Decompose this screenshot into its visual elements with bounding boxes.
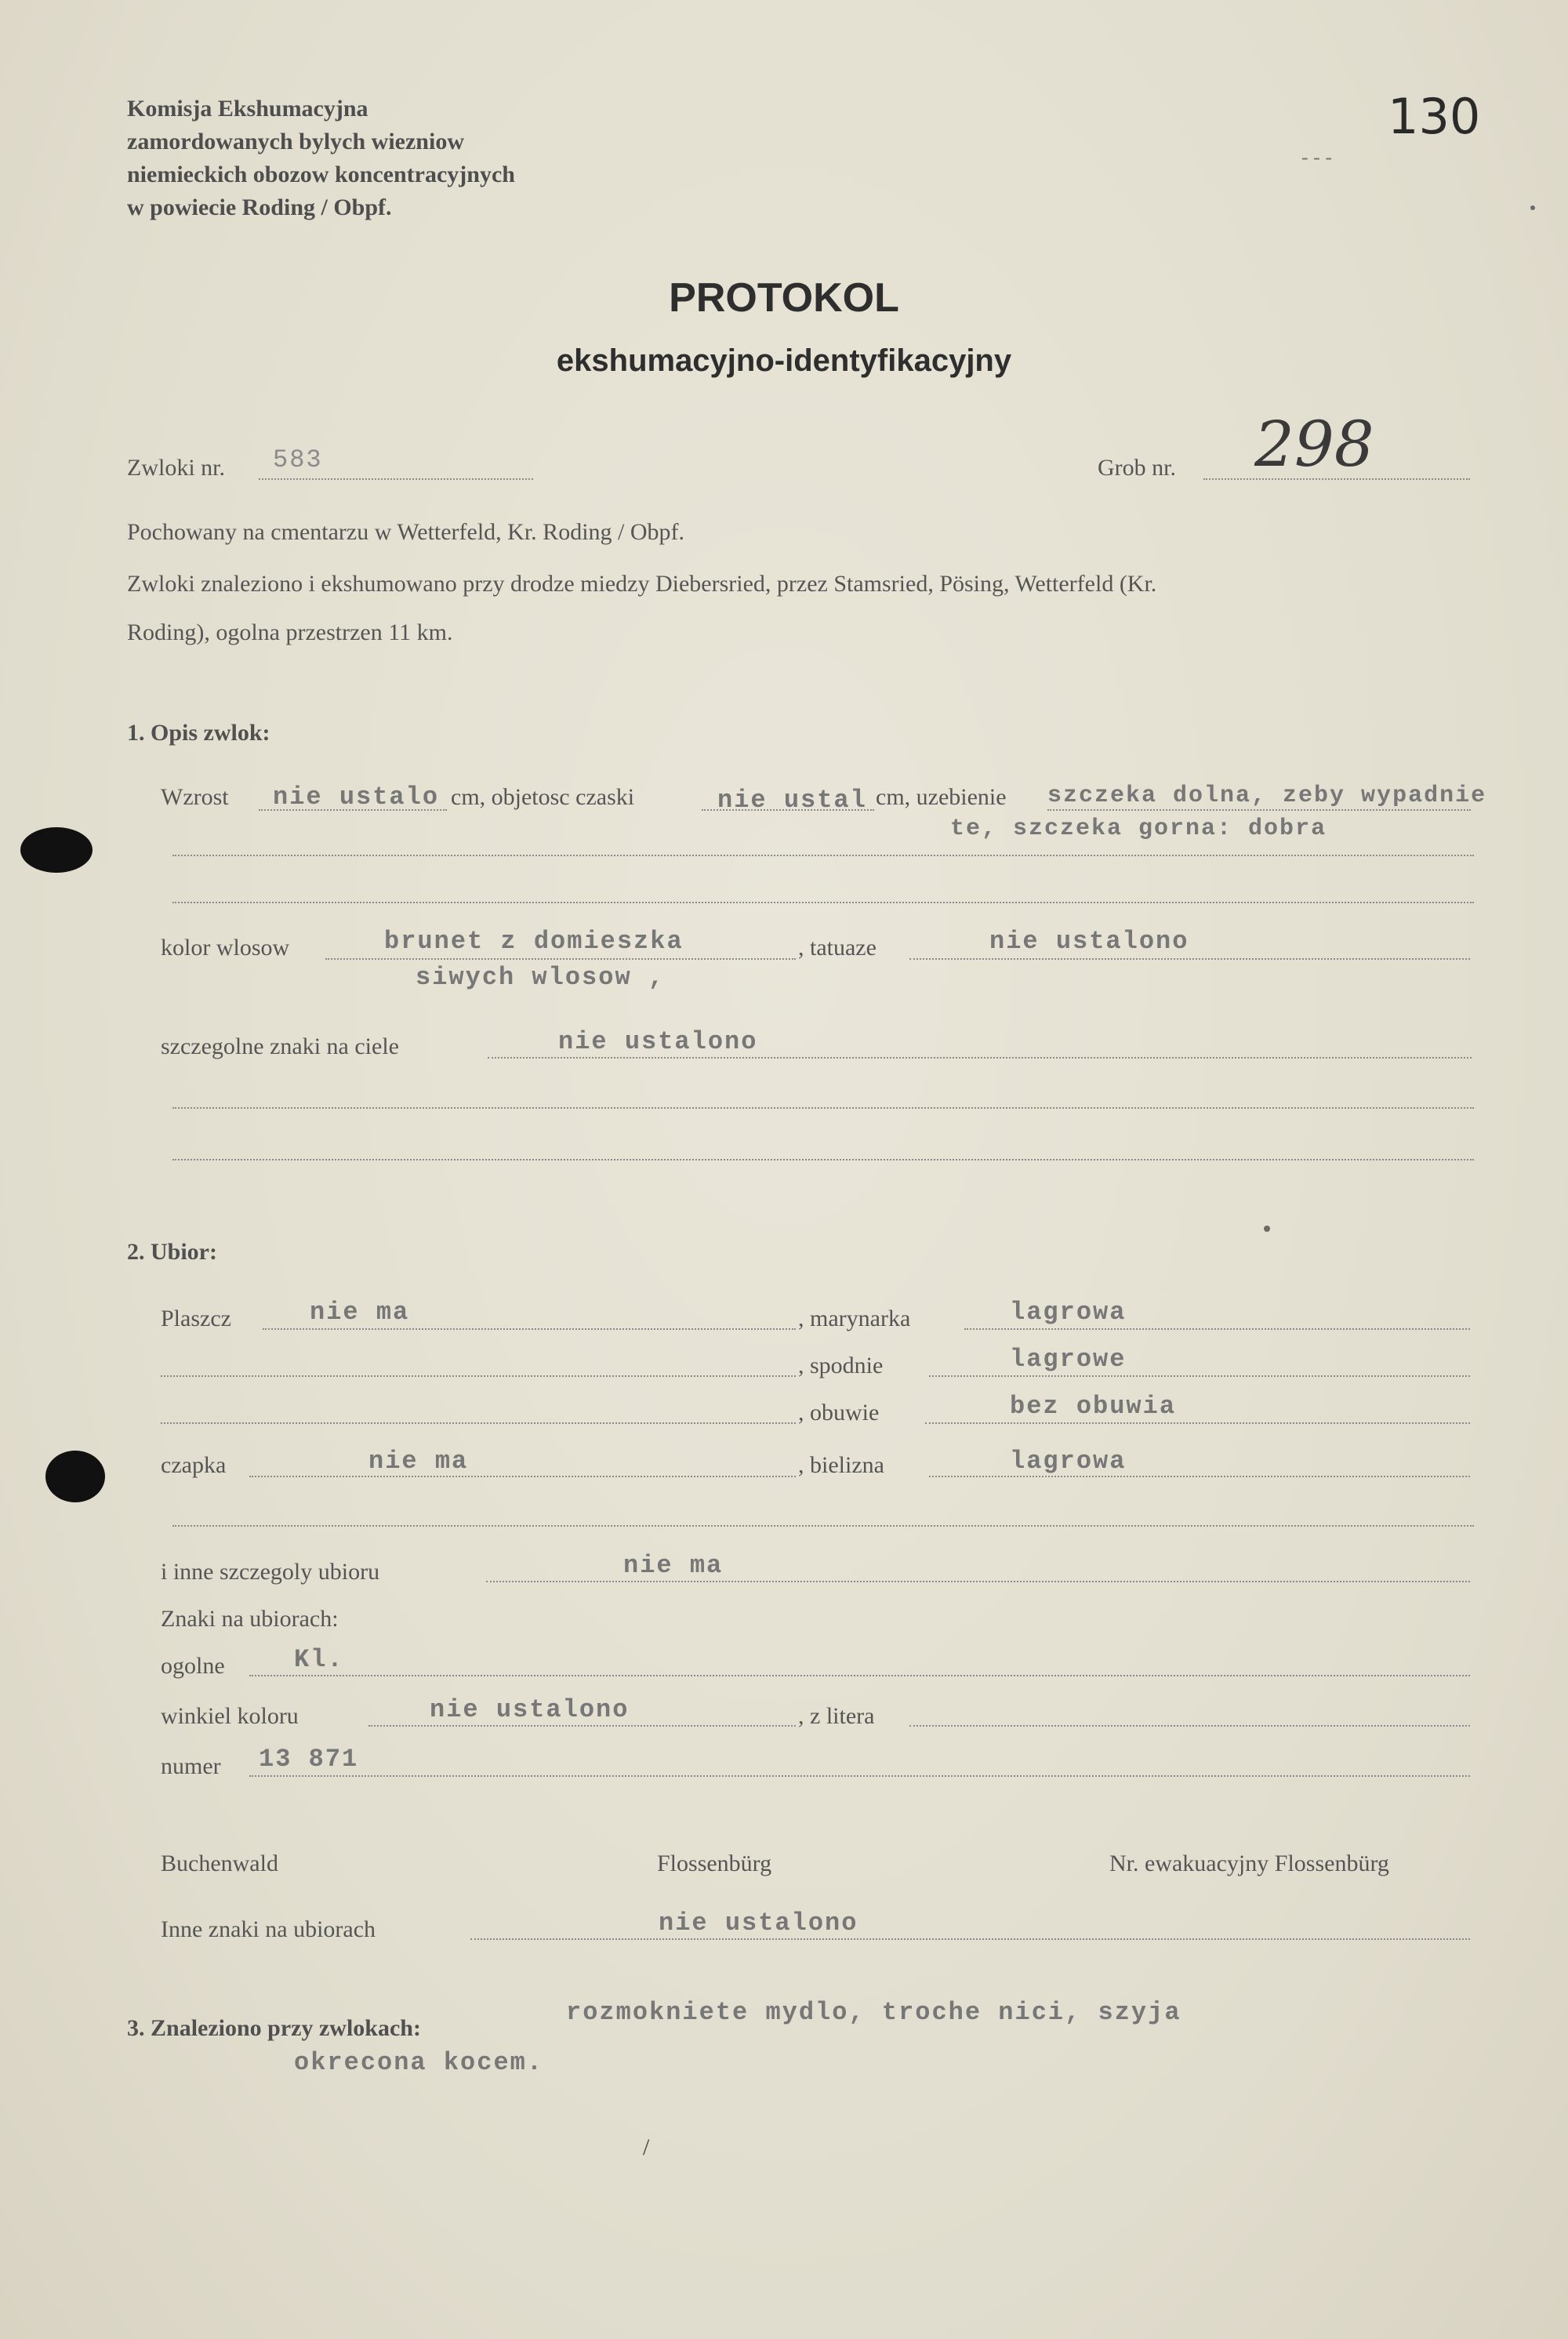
dotted-line — [161, 1375, 796, 1377]
grave-number-label: Grob nr. — [1098, 455, 1176, 481]
document-subtitle: ekshumacyjno-identyfikacyjny — [556, 343, 1012, 378]
triangle-color-label: winkiel koloru — [161, 1703, 299, 1729]
coat-label: Plaszcz — [161, 1306, 231, 1331]
ink-speck — [1530, 205, 1535, 210]
jacket-label: , marynarka — [798, 1306, 911, 1331]
burial-line: Zwloki znaleziono i ekshumowano przy drodze miedzy Diebersried, przez Stamsried, Pösing, Wetterfeld (Kr. — [127, 571, 1157, 597]
other-clothing-value: nie ma — [623, 1551, 724, 1580]
underwear-label: , bielizna — [798, 1452, 884, 1478]
shoes-value: bez obuwia — [1010, 1392, 1177, 1421]
dotted-line — [702, 809, 874, 811]
hair-value: brunet z domieszka — [384, 927, 684, 956]
found-items-value-continued: okrecona kocem. — [294, 2048, 544, 2077]
body-number-label: Zwloki nr. — [127, 455, 225, 481]
ink-speck — [1264, 1226, 1270, 1232]
shoes-label: , obuwie — [798, 1400, 880, 1426]
camp-flossenburg: Flossenbürg — [657, 1850, 772, 1876]
other-clothing-label: i inne szczegoly ubioru — [161, 1559, 380, 1585]
dotted-line — [172, 1107, 1474, 1109]
cap-value: nie ma — [368, 1447, 469, 1476]
hair-value-continued: siwych wlosow , — [416, 963, 666, 992]
teeth-value: szczeka dolna, zeby wypadnie — [1047, 783, 1487, 809]
triangle-color-value: nie ustalono — [430, 1695, 630, 1724]
general-mark-label: ogolne — [161, 1653, 225, 1679]
header-line: niemieckich obozow koncentracyjnych — [127, 162, 515, 187]
tattoo-label: , tatuaze — [798, 935, 877, 961]
dotted-line — [172, 902, 1474, 903]
dotted-line — [929, 1476, 1470, 1477]
dotted-line — [925, 1422, 1470, 1424]
other-marks-value: nie ustalono — [659, 1909, 858, 1938]
camp-buchenwald: Buchenwald — [161, 1850, 278, 1876]
punch-hole-top — [20, 827, 93, 873]
found-items-value: rozmokniete mydlo, troche nici, szyja — [566, 1998, 1181, 2027]
skull-unit: cm, uzebienie — [876, 784, 1007, 810]
prisoner-number-value: 13 871 — [259, 1745, 359, 1774]
dotted-line — [1203, 478, 1470, 480]
dotted-line — [964, 1328, 1470, 1330]
page-number: 130 — [1388, 88, 1481, 145]
burial-line: Pochowany na cmentarzu w Wetterfeld, Kr. Roding / Obpf. — [127, 519, 685, 545]
general-mark-value: Kl. — [294, 1645, 344, 1674]
letter-label: , z litera — [798, 1703, 875, 1729]
header-line: w powiecie Roding / Obpf. — [127, 194, 392, 220]
dotted-line — [368, 1725, 796, 1727]
clothing-marks-heading: Znaki na ubiorach: — [161, 1606, 339, 1632]
dotted-line — [470, 1938, 1470, 1940]
section-2-heading: 2. Ubior: — [127, 1239, 217, 1265]
underwear-value: lagrowa — [1010, 1447, 1127, 1476]
page-number-dash: - - - — [1301, 146, 1332, 169]
dotted-line — [249, 1675, 1470, 1676]
header-line: Komisja Ekshumacyjna — [127, 96, 368, 122]
height-label: Wzrost — [161, 784, 229, 810]
body-number-value: 583 — [273, 445, 323, 474]
punch-hole-bottom — [45, 1451, 105, 1502]
dotted-line — [486, 1581, 1470, 1582]
document-title: PROTOKOL — [669, 275, 899, 321]
marks-label: szczegolne znaki na ciele — [161, 1033, 399, 1059]
dotted-line — [161, 1422, 796, 1424]
other-marks-label: Inne znaki na ubiorach — [161, 1916, 376, 1942]
dotted-line — [172, 1159, 1474, 1160]
dotted-line — [909, 1725, 1470, 1727]
pen-mark: / — [643, 2134, 650, 2160]
section-3-heading: 3. Znaleziono przy zwlokach: — [127, 2015, 421, 2041]
hair-label: kolor wlosow — [161, 935, 290, 961]
burial-line: Roding), ogolna przestrzen 11 km. — [127, 619, 453, 645]
coat-value: nie ma — [310, 1298, 410, 1327]
skull-value: nie ustal — [717, 786, 867, 815]
evacuation-number-label: Nr. ewakuacyjny Flossenbürg — [1109, 1850, 1389, 1876]
dotted-line — [325, 958, 796, 960]
dotted-line — [172, 1525, 1474, 1527]
height-value: nie ustalo — [273, 783, 440, 812]
jacket-value: lagrowa — [1010, 1298, 1127, 1327]
trousers-value: lagrowe — [1010, 1345, 1127, 1374]
dotted-line — [249, 1775, 1470, 1777]
marks-value: nie ustalono — [558, 1027, 758, 1056]
dotted-line — [263, 1328, 796, 1330]
commission-header — [127, 93, 515, 224]
header-line: zamordowanych bylych wiezniow — [127, 129, 464, 154]
trousers-label: , spodnie — [798, 1353, 884, 1378]
dotted-line — [259, 809, 447, 811]
dotted-line — [909, 958, 1470, 960]
dotted-line — [259, 478, 533, 480]
cap-label: czapka — [161, 1452, 227, 1478]
dotted-line — [172, 855, 1474, 856]
teeth-value-continued: te, szczeka gorna: dobra — [950, 815, 1327, 842]
dotted-line — [488, 1057, 1472, 1059]
dotted-line — [929, 1375, 1470, 1377]
height-unit: cm, objetosc czaski — [451, 784, 635, 810]
dotted-line — [249, 1476, 796, 1477]
section-1-heading: 1. Opis zwlok: — [127, 720, 270, 746]
tattoo-value: nie ustalono — [989, 927, 1189, 956]
prisoner-number-label: numer — [161, 1753, 221, 1779]
dotted-line — [1047, 809, 1471, 811]
grave-number-value: 298 — [1254, 408, 1374, 481]
